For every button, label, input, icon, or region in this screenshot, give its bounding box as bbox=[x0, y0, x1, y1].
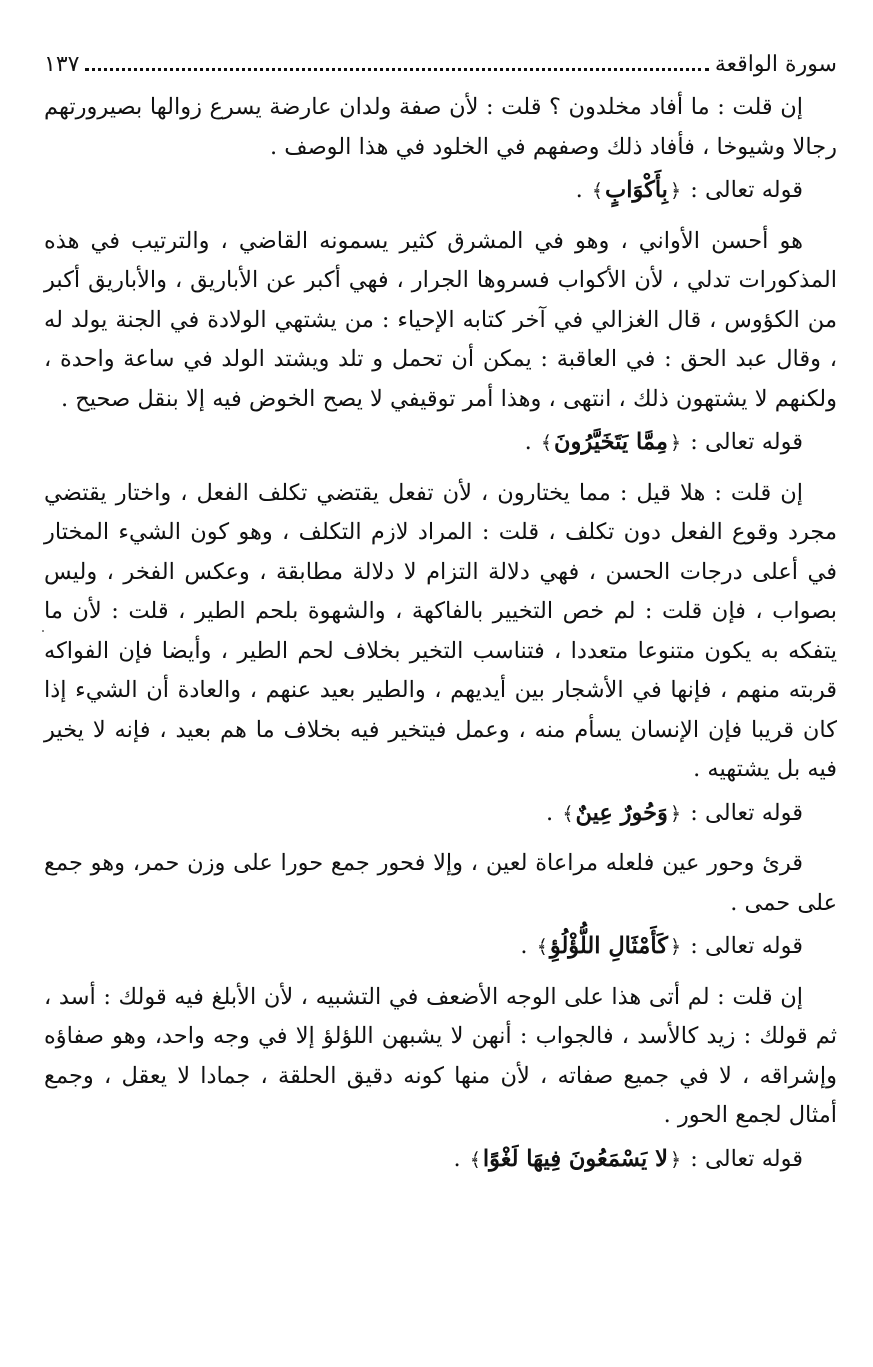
verse-intro: قوله تعالى : bbox=[690, 933, 803, 959]
verse-end: . bbox=[575, 177, 583, 203]
quran-verse: بِأَكْوَابٍ bbox=[605, 177, 668, 203]
paragraph-4: قرئ وحور عين فلعله مراعاة لعين ، وإلا فحور جمع حورا على وزن حمر، وهو جمع على حمى . bbox=[44, 850, 837, 916]
ornate-bracket-open: ﴿ bbox=[669, 180, 682, 202]
verse-intro: قوله تعالى : bbox=[690, 177, 803, 203]
ornate-bracket-open: ﴿ bbox=[669, 936, 682, 958]
header-dot-leader bbox=[85, 68, 708, 71]
ornate-bracket-open: ﴿ bbox=[669, 1148, 682, 1171]
paragraph-1: إن قلت : ما أفاد مخلدون ؟ قلت : لأن صفة ولدان عارضة يسرع زوالها بصيرورتهم رجالا وشيوخا ، فأفاد ذلك وصفهم في الخلود في هذا الوصف . bbox=[44, 94, 837, 160]
quran-verse: كَأَمْثَالِ اللُّؤْلُؤِ bbox=[549, 933, 668, 959]
quran-verse: لا يَسْمَعُونَ فِيهَا لَغْوًا bbox=[482, 1145, 668, 1172]
ornate-bracket-close: ﴾ bbox=[540, 432, 553, 454]
quran-verse: مِمَّا يَتَخَيَّرُونَ bbox=[554, 429, 668, 455]
verse-end: . bbox=[520, 933, 528, 959]
ornate-bracket-close: ﴾ bbox=[562, 802, 574, 825]
paragraph-5: إن قلت : لم أتى هذا على الوجه الأضعف في التشبيه ، لأن الأبلغ فيه قولك : أسد ، ثم قولك : زيد كالأسد ، فالجواب : أنهن لا يشبهن اللؤلؤ إلا في وجه واحد، وهو صفاؤه وإشراقه ، لا في جميع صفاته ، لأن منها كونه دقيق الحلقة ، جمادا لا يعقل ، وجمع أمثال لجمع الحور . bbox=[44, 983, 837, 1128]
verse-heading-3 bbox=[44, 794, 837, 835]
verse-intro: قوله تعالى : bbox=[690, 799, 803, 826]
scan-speck bbox=[42, 630, 44, 632]
ornate-bracket-open: ﴿ bbox=[669, 432, 682, 454]
verse-end: . bbox=[546, 799, 554, 826]
verse-heading-4 bbox=[44, 927, 837, 968]
page-body bbox=[44, 88, 837, 1180]
paragraph-2: هو أحسن الأواني ، وهو في المشرق كثير يسمونه القاضي ، والترتيب في هذه المذكورات تدلي ، لأن الأكواب فسروها الجرار ، فهي أكبر عن الأباريق ، والأباريق أكبر من الكؤوس ، قال الغزالي في آخر كتابه الإحياء : من يشتهي الولادة في الجنة يولد له ، وقال عبد الحق : في العاقبة : يمكن أن تحمل و تلد ويشتد الولد في ساعة واحدة ، ولكنهم لا يشتهون ذلك ، انتهى ، وهذا أمر توقيفي لا يصح الخوض فيه إلا بنقل صحيح . bbox=[44, 227, 837, 412]
verse-end: . bbox=[453, 1145, 461, 1172]
verse-end: . bbox=[524, 429, 532, 455]
quran-verse: وَحُورٌ عِينٌ bbox=[575, 799, 668, 826]
verse-intro: قوله تعالى : bbox=[690, 1145, 803, 1172]
ornate-bracket-open: ﴿ bbox=[669, 802, 682, 825]
surah-title: سورة الواقعة bbox=[714, 52, 837, 77]
ornate-bracket-close: ﴾ bbox=[591, 180, 604, 202]
ornate-bracket-close: ﴾ bbox=[536, 936, 548, 958]
verse-intro: قوله تعالى : bbox=[690, 429, 803, 455]
verse-heading-2 bbox=[44, 423, 837, 464]
paragraph-3: إن قلت : هلا قيل : مما يختارون ، لأن تفعل يقتضي تكلف الفعل ، واختار يقتضي مجرد وقوع الفعل دون تكلف ، قلت : المراد لازم التكلف ، وهو كون الشيء المختار في أعلى درجات الحسن ، فهي دلالة التزام لا دلالة مطابقة ، وعكس الفخر ، وليس بصواب ، فإن قلت : لم خص التخيير بالفاكهة ، والشهوة بلحم الطير ، قلت : لأن ما يتفكه به يكون متنوعا متعددا ، فتناسب التخير بخلاف لحم الطير ، وأيضا فإن الفواكه قربته منهم ، فإنها في الأشجار بين أيديهم ، والطير بعيد عنهم ، والعادة أن الشيء إذا كان قريبا فإن الإنسان يسأم منه ، وعمل فيتخير فيه بخلاف ما هم بعيد ، فإنه لا يخير فيه بل يشتهيه . bbox=[44, 479, 837, 782]
page-header bbox=[44, 52, 837, 88]
page-number: ١٣٧ bbox=[44, 52, 80, 77]
verse-heading-5 bbox=[44, 1140, 837, 1181]
ornate-bracket-close: ﴾ bbox=[469, 1148, 481, 1171]
verse-heading-1 bbox=[44, 171, 837, 212]
